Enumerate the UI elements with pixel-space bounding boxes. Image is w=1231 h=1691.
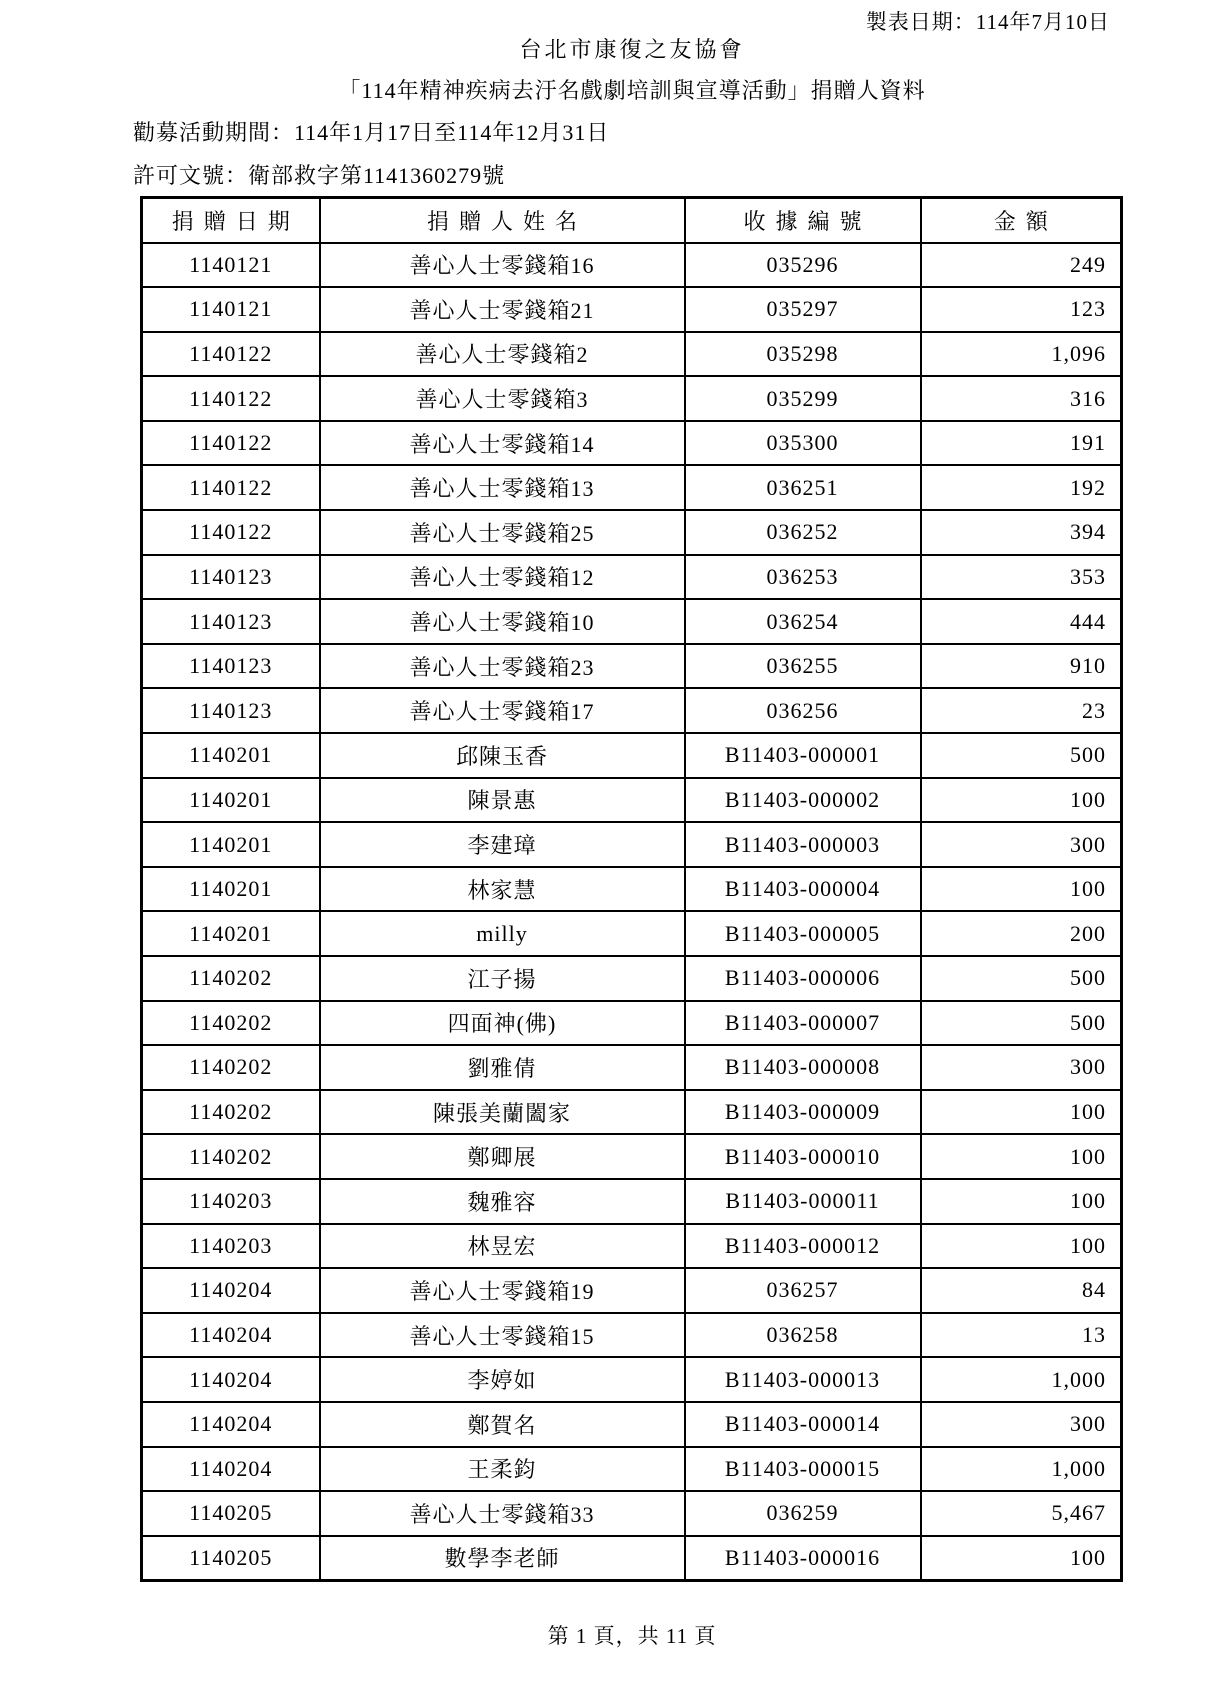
page-footer: 第 1 頁，共 11 頁 <box>547 1624 717 1648</box>
cell-amount: 13 <box>921 1313 1122 1358</box>
campaign-period: 勸募活動期間：114年1月17日至114年12月31日 <box>133 120 610 145</box>
cell-donation-date: 1140122 <box>142 332 320 377</box>
cell-amount: 1,000 <box>921 1447 1122 1492</box>
cell-donation-date: 1140203 <box>142 1224 320 1269</box>
cell-donation-date: 1140201 <box>142 733 320 778</box>
cell-donor-name: 邱陳玉香 <box>320 733 685 778</box>
cell-amount: 353 <box>921 555 1122 600</box>
org-name: 台北市康復之友協會 <box>519 37 745 62</box>
table-row <box>142 1001 1122 1046</box>
cell-donation-date: 1140204 <box>142 1268 320 1313</box>
table-row <box>142 332 1122 377</box>
table-row <box>142 1313 1122 1358</box>
cell-donor-name: 善心人士零錢箱15 <box>320 1313 685 1358</box>
cell-donation-date: 1140204 <box>142 1447 320 1492</box>
cell-amount: 500 <box>921 733 1122 778</box>
cell-amount: 249 <box>921 243 1122 288</box>
cell-receipt-number: 036254 <box>685 599 921 644</box>
document-title: 「114年精神疾病去汙名戲劇培訓與宣導活動」捐贈人資料 <box>338 78 926 103</box>
table-row <box>142 510 1122 555</box>
cell-amount: 100 <box>921 1536 1122 1581</box>
table-row <box>142 867 1122 912</box>
table-row <box>142 688 1122 733</box>
col-header-amount: 金額 <box>921 198 1122 243</box>
cell-donation-date: 1140123 <box>142 644 320 689</box>
cell-amount: 1,096 <box>921 332 1122 377</box>
cell-donor-name: 陳張美蘭闔家 <box>320 1090 685 1135</box>
cell-donor-name: 善心人士零錢箱23 <box>320 644 685 689</box>
table-row <box>142 1090 1122 1135</box>
cell-amount: 100 <box>921 867 1122 912</box>
cell-donor-name: 善心人士零錢箱33 <box>320 1491 685 1536</box>
cell-amount: 100 <box>921 1179 1122 1224</box>
cell-donor-name: 善心人士零錢箱21 <box>320 287 685 332</box>
cell-receipt-number: 036255 <box>685 644 921 689</box>
cell-receipt-number: B11403-000013 <box>685 1357 921 1402</box>
cell-donor-name: 林家慧 <box>320 867 685 912</box>
cell-receipt-number: B11403-000010 <box>685 1134 921 1179</box>
table-row <box>142 465 1122 510</box>
cell-donation-date: 1140204 <box>142 1313 320 1358</box>
table-row <box>142 1268 1122 1313</box>
table-row <box>142 1357 1122 1402</box>
table-row <box>142 287 1122 332</box>
cell-receipt-number: 036253 <box>685 555 921 600</box>
cell-donor-name: 鄭卿展 <box>320 1134 685 1179</box>
cell-donation-date: 1140202 <box>142 956 320 1001</box>
cell-amount: 1,000 <box>921 1357 1122 1402</box>
table-row <box>142 421 1122 466</box>
cell-donation-date: 1140121 <box>142 287 320 332</box>
cell-donor-name: 林昱宏 <box>320 1224 685 1269</box>
table-row <box>142 778 1122 823</box>
cell-donor-name: 數學李老師 <box>320 1536 685 1581</box>
table-row <box>142 1447 1122 1492</box>
cell-receipt-number: 036256 <box>685 688 921 733</box>
cell-donor-name: 王柔鈞 <box>320 1447 685 1492</box>
cell-donation-date: 1140202 <box>142 1134 320 1179</box>
table-row <box>142 911 1122 956</box>
cell-donor-name: milly <box>320 911 685 956</box>
cell-donor-name: 李婷如 <box>320 1357 685 1402</box>
cell-receipt-number: B11403-000004 <box>685 867 921 912</box>
cell-donation-date: 1140204 <box>142 1357 320 1402</box>
print-date: 製表日期：114年7月10日 <box>865 10 1110 34</box>
table-body <box>142 243 1122 1581</box>
table-row <box>142 1536 1122 1581</box>
cell-receipt-number: B11403-000011 <box>685 1179 921 1224</box>
table-row <box>142 243 1122 288</box>
cell-receipt-number: 036259 <box>685 1491 921 1536</box>
cell-donor-name: 善心人士零錢箱3 <box>320 376 685 421</box>
col-header-receipt-number: 收據編號 <box>685 198 921 243</box>
table-row <box>142 956 1122 1001</box>
cell-donation-date: 1140122 <box>142 465 320 510</box>
col-header-donor-name: 捐贈人姓名 <box>320 198 685 243</box>
cell-receipt-number: B11403-000014 <box>685 1402 921 1447</box>
cell-amount: 100 <box>921 778 1122 823</box>
table-row <box>142 1402 1122 1447</box>
cell-amount: 84 <box>921 1268 1122 1313</box>
cell-donor-name: 善心人士零錢箱2 <box>320 332 685 377</box>
table-row <box>142 555 1122 600</box>
cell-donor-name: 善心人士零錢箱17 <box>320 688 685 733</box>
table-row <box>142 599 1122 644</box>
cell-receipt-number: 035300 <box>685 421 921 466</box>
table-row <box>142 1491 1122 1536</box>
cell-amount: 191 <box>921 421 1122 466</box>
cell-donation-date: 1140122 <box>142 510 320 555</box>
table-row <box>142 644 1122 689</box>
cell-amount: 300 <box>921 1402 1122 1447</box>
cell-receipt-number: B11403-000008 <box>685 1045 921 1090</box>
cell-receipt-number: B11403-000007 <box>685 1001 921 1046</box>
table-row <box>142 1179 1122 1224</box>
cell-amount: 5,467 <box>921 1491 1122 1536</box>
cell-donor-name: 善心人士零錢箱12 <box>320 555 685 600</box>
cell-donation-date: 1140202 <box>142 1045 320 1090</box>
cell-donor-name: 鄭賀名 <box>320 1402 685 1447</box>
table-header-row <box>142 198 1122 243</box>
cell-amount: 500 <box>921 1001 1122 1046</box>
cell-receipt-number: B11403-000006 <box>685 956 921 1001</box>
cell-donation-date: 1140201 <box>142 867 320 912</box>
donation-table <box>140 196 1123 1582</box>
cell-receipt-number: B11403-000012 <box>685 1224 921 1269</box>
cell-donor-name: 李建璋 <box>320 822 685 867</box>
cell-donation-date: 1140205 <box>142 1491 320 1536</box>
cell-donation-date: 1140201 <box>142 911 320 956</box>
cell-donor-name: 善心人士零錢箱10 <box>320 599 685 644</box>
cell-donation-date: 1140204 <box>142 1402 320 1447</box>
cell-donation-date: 1140123 <box>142 599 320 644</box>
cell-donation-date: 1140121 <box>142 243 320 288</box>
cell-donation-date: 1140123 <box>142 688 320 733</box>
cell-receipt-number: 036258 <box>685 1313 921 1358</box>
cell-donor-name: 善心人士零錢箱16 <box>320 243 685 288</box>
table-row <box>142 376 1122 421</box>
cell-donor-name: 劉雅倩 <box>320 1045 685 1090</box>
cell-amount: 300 <box>921 822 1122 867</box>
cell-receipt-number: 035296 <box>685 243 921 288</box>
cell-receipt-number: 036257 <box>685 1268 921 1313</box>
cell-amount: 500 <box>921 956 1122 1001</box>
cell-amount: 394 <box>921 510 1122 555</box>
cell-receipt-number: B11403-000003 <box>685 822 921 867</box>
cell-amount: 200 <box>921 911 1122 956</box>
cell-donor-name: 陳景惠 <box>320 778 685 823</box>
cell-amount: 23 <box>921 688 1122 733</box>
cell-receipt-number: 036251 <box>685 465 921 510</box>
cell-receipt-number: 035297 <box>685 287 921 332</box>
cell-donor-name: 善心人士零錢箱25 <box>320 510 685 555</box>
cell-donor-name: 江子揚 <box>320 956 685 1001</box>
cell-receipt-number: 035298 <box>685 332 921 377</box>
table-row <box>142 822 1122 867</box>
cell-donor-name: 四面神(佛) <box>320 1001 685 1046</box>
col-header-donation-date: 捐贈日期 <box>142 198 320 243</box>
cell-donation-date: 1140122 <box>142 421 320 466</box>
cell-receipt-number: 035299 <box>685 376 921 421</box>
cell-receipt-number: B11403-000009 <box>685 1090 921 1135</box>
cell-receipt-number: B11403-000016 <box>685 1536 921 1581</box>
cell-receipt-number: B11403-000015 <box>685 1447 921 1492</box>
cell-donor-name: 善心人士零錢箱14 <box>320 421 685 466</box>
cell-donation-date: 1140122 <box>142 376 320 421</box>
cell-donor-name: 善心人士零錢箱19 <box>320 1268 685 1313</box>
cell-amount: 100 <box>921 1224 1122 1269</box>
cell-amount: 316 <box>921 376 1122 421</box>
cell-donation-date: 1140201 <box>142 822 320 867</box>
table-row <box>142 1045 1122 1090</box>
cell-donation-date: 1140205 <box>142 1536 320 1581</box>
cell-amount: 123 <box>921 287 1122 332</box>
table-row <box>142 1224 1122 1269</box>
cell-receipt-number: B11403-000001 <box>685 733 921 778</box>
table-row <box>142 733 1122 778</box>
cell-donation-date: 1140123 <box>142 555 320 600</box>
cell-amount: 192 <box>921 465 1122 510</box>
cell-amount: 910 <box>921 644 1122 689</box>
cell-donation-date: 1140202 <box>142 1090 320 1135</box>
cell-receipt-number: B11403-000002 <box>685 778 921 823</box>
permit-number: 許可文號：衛部救字第1141360279號 <box>133 163 506 188</box>
cell-amount: 100 <box>921 1134 1122 1179</box>
cell-amount: 300 <box>921 1045 1122 1090</box>
cell-donation-date: 1140202 <box>142 1001 320 1046</box>
cell-receipt-number: B11403-000005 <box>685 911 921 956</box>
cell-donation-date: 1140203 <box>142 1179 320 1224</box>
cell-donor-name: 魏雅容 <box>320 1179 685 1224</box>
cell-amount: 444 <box>921 599 1122 644</box>
cell-receipt-number: 036252 <box>685 510 921 555</box>
cell-donation-date: 1140201 <box>142 778 320 823</box>
cell-amount: 100 <box>921 1090 1122 1135</box>
cell-donor-name: 善心人士零錢箱13 <box>320 465 685 510</box>
table-row <box>142 1134 1122 1179</box>
